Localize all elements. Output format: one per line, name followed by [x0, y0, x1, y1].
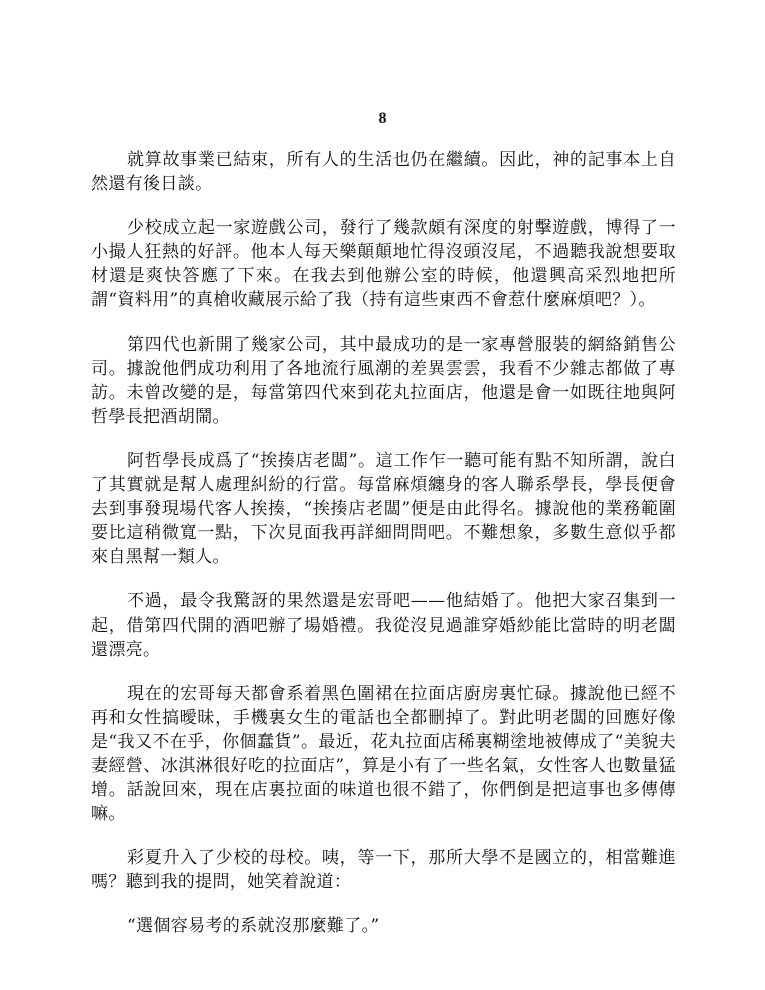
paragraph: 現在的宏哥每天都會系着黑色圍裙在拉面店廚房裏忙碌。據說他已經不再和女性搞曖昧，手機裏女生的電話也全都刪掉了。對此明老闆的回應好像是“我又不在乎，你個蠢貨”。最近，花丸拉面店稀裏糊塗地被傳成了“美貌夫妻經營、冰淇淋很好吃的拉面店”，算是小有了一些名氣，女性客人也數量猛增。話說回來，現在店裏拉面的味道也很不錯了，你們倒是把這事也多傳傳嘛。	[91, 683, 676, 825]
paragraph: 就算故事業已結束，所有人的生活也仍在繼續。因此，神的記事本上自然還有後日談。	[91, 150, 676, 195]
paragraph: “選個容易考的系就沒那麼難了。”	[127, 916, 380, 937]
paragraph: 不過，最令我驚訝的果然還是宏哥吧——他結婚了。他把大家召集到一起，借第四代開的酒吧辦了場婚禮。我從沒見過誰穿婚紗能比當時的明老闆還漂亮。	[91, 591, 676, 660]
paragraph: 彩夏升入了少校的母校。咦，等一下，那所大學不是國立的，相當難進嗎？聽到我的提問，她笑着說道：	[91, 848, 676, 893]
body-text	[91, 148, 676, 959]
paragraph: 第四代也新開了幾家公司，其中最成功的是一家專營服裝的網絡銷售公司。據說他們成功利用了各地流行風潮的差異雲雲，我看不少雜志都做了專訪。未曾改變的是，每當第四代來到花丸拉面店，他還是會一如既往地與阿哲學長把酒胡鬧。	[91, 334, 676, 427]
paragraph: 阿哲學長成爲了“挨揍店老闆”。這工作乍一聽可能有點不知所謂，說白了其實就是幫人處理糾紛的行當。每當麻煩纏身的客人聯系學長，學長便會去到事發現場代客人挨揍，“挨揍店老闆”便是由此得名。據說他的業務範圍要比這稍微寬一點，下次見面我再詳細問問吧。不難想象，多數生意似乎都來自黑幫一類人。	[91, 450, 676, 568]
paragraph: 少校成立起一家遊戲公司，發行了幾款頗有深度的射擊遊戲，博得了一小撮人狂熱的好評。他本人每天樂顛顛地忙得沒頭沒尾，不過聽我說想要取材還是爽快答應了下來。在我去到他辦公室的時候，他還興高采烈地把所謂“資料用”的真槍收藏展示給了我（持有這些東西不會惹什麼麻煩吧？）。	[91, 218, 676, 311]
page-number: 8	[378, 110, 387, 127]
